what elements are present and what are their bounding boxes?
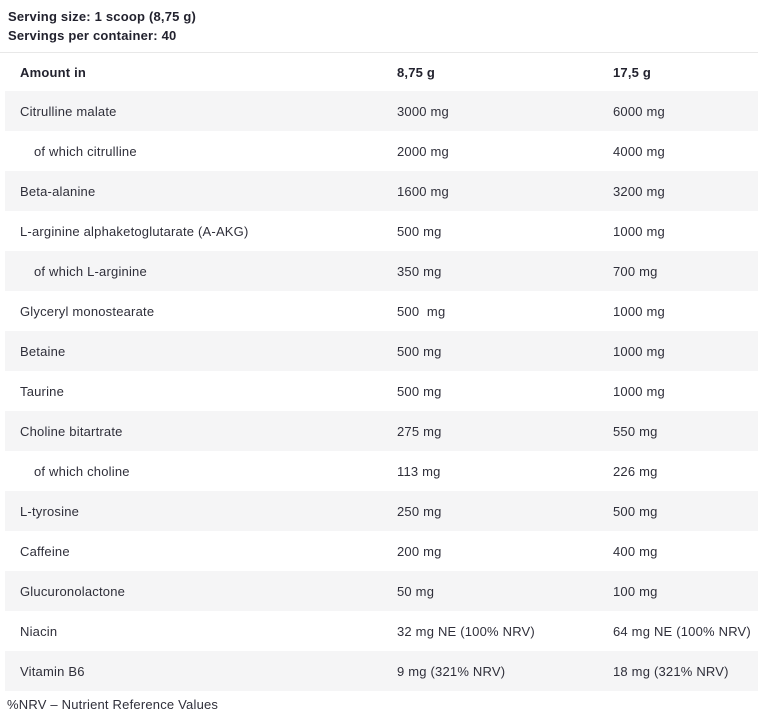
table-row: [5, 251, 758, 291]
amount-per-serving-2: 226 mg: [613, 463, 658, 479]
amount-per-serving-2: 64 mg NE (100% NRV): [613, 623, 751, 639]
table-row: [5, 451, 758, 491]
ingredient-label: Glyceryl monostearate: [20, 303, 155, 319]
amount-per-serving-2: 1000 mg: [613, 223, 665, 239]
table-row: [5, 531, 758, 571]
ingredient-label: Glucuronolactone: [20, 583, 126, 599]
ingredient-label: L-arginine alphaketoglutarate (A-AKG): [20, 223, 249, 239]
amount-per-serving-1: 32 mg NE (100% NRV): [397, 623, 535, 639]
table-row: [5, 171, 758, 211]
amount-per-serving-2: 1000 mg: [613, 303, 665, 319]
amount-per-serving-2: 1000 mg: [613, 343, 665, 359]
table-row: [5, 291, 758, 331]
amount-per-serving-2: 700 mg: [613, 263, 658, 279]
ingredient-label: Betaine: [20, 343, 66, 359]
supplement-facts-table: [0, 52, 758, 691]
serving-size-text: Serving size: 1 scoop (8,75 g): [8, 9, 197, 24]
ingredient-label: Niacin: [20, 623, 58, 639]
amount-per-serving-1: 1600 mg: [397, 183, 449, 199]
amount-per-serving-2: 18 mg (321% NRV): [613, 663, 729, 679]
col-header-amount-in: Amount in: [20, 64, 87, 80]
amount-per-serving-1: 275 mg: [397, 423, 442, 439]
table-row: [5, 491, 758, 531]
ingredient-label: Taurine: [20, 383, 65, 399]
amount-per-serving-2: 400 mg: [613, 543, 658, 559]
ingredient-label: Beta-alanine: [20, 183, 96, 199]
amount-per-serving-2: 6000 mg: [613, 103, 665, 119]
amount-per-serving-2: 3200 mg: [613, 183, 665, 199]
ingredient-label: of which citrulline: [34, 143, 137, 159]
amount-per-serving-1: 3000 mg: [397, 103, 449, 119]
ingredient-label: Vitamin B6: [20, 663, 85, 679]
ingredient-label: Choline bitartrate: [20, 423, 123, 439]
table-row: [5, 651, 758, 691]
amount-per-serving-1: 50 mg: [397, 583, 435, 599]
amount-per-serving-2: 100 mg: [613, 583, 658, 599]
amount-per-serving-1: 9 mg (321% NRV): [397, 663, 506, 679]
ingredient-label: Caffeine: [20, 543, 70, 559]
amount-per-serving-2: 550 mg: [613, 423, 658, 439]
col-header-serving-2: 17,5 g: [613, 64, 652, 80]
ingredient-label: L-tyrosine: [20, 503, 80, 519]
table-rows: [5, 91, 758, 691]
table-row: [5, 331, 758, 371]
table-row: [5, 411, 758, 451]
table-row: [5, 131, 758, 171]
table-row: [5, 211, 758, 251]
ingredient-label: of which choline: [34, 463, 130, 479]
amount-per-serving-1: 500 mg: [397, 223, 442, 239]
amount-per-serving-1: 2000 mg: [397, 143, 449, 159]
amount-per-serving-1: 500 mg: [397, 383, 442, 399]
table-row: [5, 91, 758, 131]
table-row: [5, 371, 758, 411]
amount-per-serving-1: 113 mg: [397, 463, 441, 479]
col-header-serving-1: 8,75 g: [397, 64, 436, 80]
amount-per-serving-1: 250 mg: [397, 503, 442, 519]
amount-per-serving-2: 500 mg: [613, 503, 658, 519]
table-row: [5, 571, 758, 611]
ingredient-label: Citrulline malate: [20, 103, 117, 119]
amount-per-serving-1: 500 mg: [397, 343, 442, 359]
servings-per-container-text: Servings per container: 40: [8, 28, 177, 43]
nrv-footnote: %NRV – Nutrient Reference Values: [7, 697, 219, 712]
serving-info-block: [0, 0, 758, 45]
amount-per-serving-1: 350 mg: [397, 263, 442, 279]
amount-per-serving-1: 500 mg: [397, 303, 446, 319]
amount-per-serving-2: 4000 mg: [613, 143, 665, 159]
ingredient-label: of which L-arginine: [34, 263, 147, 279]
amount-per-serving-1: 200 mg: [397, 543, 442, 559]
table-header-row: [0, 53, 758, 91]
amount-per-serving-2: 1000 mg: [613, 383, 665, 399]
table-row: [5, 611, 758, 651]
